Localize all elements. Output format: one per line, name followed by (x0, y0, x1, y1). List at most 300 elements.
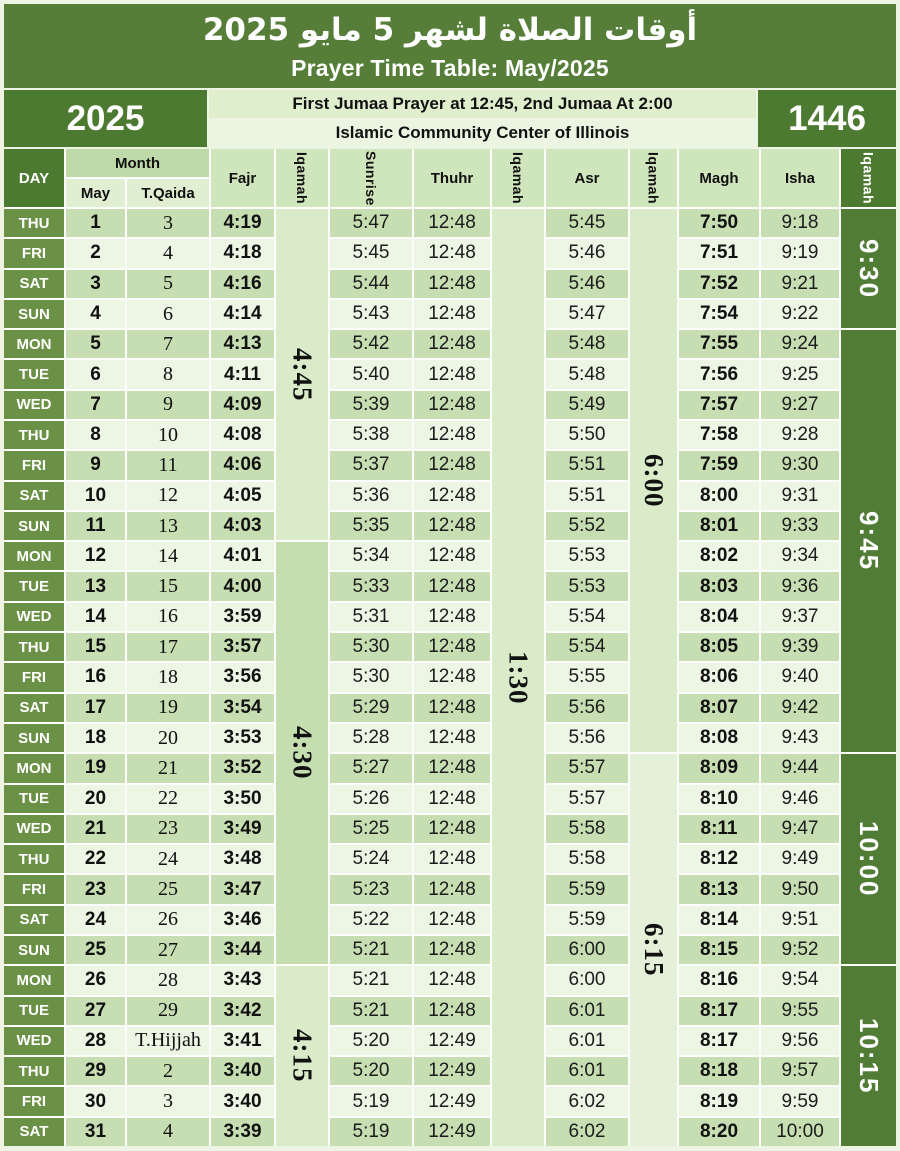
isha-cell: 9:31 (761, 482, 839, 510)
isha-cell: 9:27 (761, 391, 839, 419)
fajr-cell: 4:16 (211, 270, 274, 298)
thuhr-cell: 12:49 (414, 1087, 490, 1115)
may-cell: 22 (66, 845, 125, 873)
sunrise-cell: 5:39 (330, 391, 412, 419)
isha-cell: 9:59 (761, 1087, 839, 1115)
tqaida-cell: 3 (127, 1087, 209, 1115)
may-cell: 14 (66, 603, 125, 631)
may-cell: 1 (66, 209, 125, 237)
sunrise-cell: 5:21 (330, 997, 412, 1025)
day-cell: THU (4, 1057, 64, 1085)
thuhr-cell: 12:48 (414, 815, 490, 843)
tqaida-cell: 7 (127, 330, 209, 358)
asr-cell: 5:54 (546, 633, 628, 661)
may-cell: 10 (66, 482, 125, 510)
asr-cell: 5:57 (546, 754, 628, 782)
day-cell: TUE (4, 997, 64, 1025)
magh-cell: 8:17 (679, 1027, 759, 1055)
tqaida-cell: 13 (127, 512, 209, 540)
magh-cell: 8:08 (679, 724, 759, 752)
tqaida-cell: 14 (127, 542, 209, 570)
may-cell: 16 (66, 663, 125, 691)
tqaida-cell: 4 (127, 1118, 209, 1146)
fajr-cell: 4:08 (211, 421, 274, 449)
fajr-cell: 4:19 (211, 209, 274, 237)
may-cell: 23 (66, 875, 125, 903)
may-cell: 15 (66, 633, 125, 661)
magh-cell: 8:01 (679, 512, 759, 540)
asr-cell: 5:46 (546, 239, 628, 267)
sunrise-cell: 5:43 (330, 300, 412, 328)
thuhr-cell: 12:48 (414, 330, 490, 358)
tqaida-cell: 11 (127, 451, 209, 479)
isha-cell: 10:00 (761, 1118, 839, 1146)
sunrise-cell: 5:37 (330, 451, 412, 479)
thuhr-cell: 12:48 (414, 724, 490, 752)
may-cell: 26 (66, 966, 125, 994)
isha-cell: 9:28 (761, 421, 839, 449)
day-cell: SAT (4, 1118, 64, 1146)
may-cell: 21 (66, 815, 125, 843)
col-header-asr: Asr (546, 149, 628, 207)
day-cell: MON (4, 754, 64, 782)
isha-cell: 9:21 (761, 270, 839, 298)
isha-cell: 9:37 (761, 603, 839, 631)
asr-cell: 6:00 (546, 966, 628, 994)
magh-cell: 8:04 (679, 603, 759, 631)
tqaida-cell: 5 (127, 270, 209, 298)
fajr-cell: 3:54 (211, 694, 274, 722)
sunrise-cell: 5:38 (330, 421, 412, 449)
day-cell: SAT (4, 270, 64, 298)
asr-cell: 5:48 (546, 330, 628, 358)
sunrise-cell: 5:42 (330, 330, 412, 358)
col-header-fajr-iqamah: Iqamah (276, 149, 328, 207)
thuhr-cell: 12:48 (414, 663, 490, 691)
sunrise-cell: 5:40 (330, 360, 412, 388)
day-cell: THU (4, 845, 64, 873)
tqaida-cell: 21 (127, 754, 209, 782)
isha-iqamah-cell: 9:30 (841, 209, 896, 328)
may-cell: 27 (66, 997, 125, 1025)
fajr-cell: 3:57 (211, 633, 274, 661)
fajr-iqamah-cell: 4:45 (276, 209, 328, 540)
tqaida-cell: 20 (127, 724, 209, 752)
day-cell: SUN (4, 724, 64, 752)
sunrise-cell: 5:26 (330, 785, 412, 813)
asr-cell: 5:50 (546, 421, 628, 449)
asr-cell: 5:52 (546, 512, 628, 540)
sunrise-cell: 5:33 (330, 572, 412, 600)
col-header-day: DAY (4, 149, 64, 207)
thuhr-cell: 12:48 (414, 451, 490, 479)
thuhr-cell: 12:48 (414, 209, 490, 237)
thuhr-cell: 12:48 (414, 482, 490, 510)
thuhr-cell: 12:48 (414, 845, 490, 873)
fajr-cell: 3:40 (211, 1057, 274, 1085)
thuhr-cell: 12:48 (414, 239, 490, 267)
fajr-cell: 3:39 (211, 1118, 274, 1146)
asr-cell: 5:55 (546, 663, 628, 691)
tqaida-cell: 6 (127, 300, 209, 328)
sunrise-cell: 5:34 (330, 542, 412, 570)
magh-cell: 7:57 (679, 391, 759, 419)
magh-cell: 8:13 (679, 875, 759, 903)
asr-cell: 5:46 (546, 270, 628, 298)
col-header-magh: Magh (679, 149, 759, 207)
info-strips (209, 90, 756, 147)
tqaida-cell: 12 (127, 482, 209, 510)
magh-cell: 8:19 (679, 1087, 759, 1115)
asr-cell: 5:47 (546, 300, 628, 328)
may-cell: 6 (66, 360, 125, 388)
magh-cell: 8:17 (679, 997, 759, 1025)
tqaida-cell: 25 (127, 875, 209, 903)
may-cell: 13 (66, 572, 125, 600)
isha-cell: 9:54 (761, 966, 839, 994)
prayer-table (4, 149, 896, 1146)
may-cell: 29 (66, 1057, 125, 1085)
isha-cell: 9:30 (761, 451, 839, 479)
tqaida-cell: 3 (127, 209, 209, 237)
isha-cell: 9:57 (761, 1057, 839, 1085)
asr-cell: 6:02 (546, 1087, 628, 1115)
sunrise-cell: 5:31 (330, 603, 412, 631)
day-cell: MON (4, 330, 64, 358)
day-cell: TUE (4, 360, 64, 388)
asr-cell: 5:49 (546, 391, 628, 419)
col-header-isha: Isha (761, 149, 839, 207)
may-cell: 7 (66, 391, 125, 419)
isha-cell: 9:56 (761, 1027, 839, 1055)
magh-cell: 8:10 (679, 785, 759, 813)
thuhr-cell: 12:48 (414, 572, 490, 600)
col-header-thuhr-iqamah: Iqamah (492, 149, 544, 207)
asr-cell: 5:59 (546, 875, 628, 903)
hijri-year: 1446 (758, 90, 896, 147)
magh-cell: 7:54 (679, 300, 759, 328)
isha-cell: 9:51 (761, 906, 839, 934)
col-header-thuhr: Thuhr (414, 149, 490, 207)
may-cell: 30 (66, 1087, 125, 1115)
isha-cell: 9:44 (761, 754, 839, 782)
day-cell: FRI (4, 451, 64, 479)
magh-cell: 8:02 (679, 542, 759, 570)
may-cell: 19 (66, 754, 125, 782)
thuhr-cell: 12:49 (414, 1118, 490, 1146)
day-cell: SAT (4, 482, 64, 510)
tqaida-cell: 15 (127, 572, 209, 600)
magh-cell: 8:18 (679, 1057, 759, 1085)
magh-cell: 8:14 (679, 906, 759, 934)
day-cell: THU (4, 633, 64, 661)
day-cell: FRI (4, 663, 64, 691)
asr-cell: 6:01 (546, 997, 628, 1025)
thuhr-cell: 12:48 (414, 633, 490, 661)
sunrise-cell: 5:22 (330, 906, 412, 934)
thuhr-cell: 12:48 (414, 785, 490, 813)
thuhr-cell: 12:48 (414, 906, 490, 934)
fajr-cell: 4:06 (211, 451, 274, 479)
magh-cell: 7:58 (679, 421, 759, 449)
magh-cell: 8:12 (679, 845, 759, 873)
tqaida-cell: 27 (127, 936, 209, 964)
isha-cell: 9:55 (761, 997, 839, 1025)
isha-iqamah-cell: 10:00 (841, 754, 896, 964)
may-cell: 20 (66, 785, 125, 813)
asr-cell: 5:48 (546, 360, 628, 388)
asr-cell: 5:56 (546, 724, 628, 752)
isha-cell: 9:19 (761, 239, 839, 267)
thuhr-cell: 12:48 (414, 512, 490, 540)
sunrise-cell: 5:19 (330, 1118, 412, 1146)
fajr-cell: 3:43 (211, 966, 274, 994)
sunrise-cell: 5:45 (330, 239, 412, 267)
isha-cell: 9:43 (761, 724, 839, 752)
day-cell: SUN (4, 936, 64, 964)
may-cell: 9 (66, 451, 125, 479)
fajr-cell: 3:47 (211, 875, 274, 903)
sunrise-cell: 5:35 (330, 512, 412, 540)
asr-cell: 6:02 (546, 1118, 628, 1146)
isha-cell: 9:24 (761, 330, 839, 358)
isha-cell: 9:33 (761, 512, 839, 540)
isha-cell: 9:50 (761, 875, 839, 903)
tqaida-cell: 26 (127, 906, 209, 934)
asr-cell: 5:53 (546, 572, 628, 600)
thuhr-cell: 12:48 (414, 270, 490, 298)
may-cell: 3 (66, 270, 125, 298)
tqaida-cell: 29 (127, 997, 209, 1025)
thuhr-cell: 12:49 (414, 1027, 490, 1055)
thuhr-cell: 12:48 (414, 542, 490, 570)
thuhr-cell: 12:48 (414, 966, 490, 994)
title-banner (4, 4, 896, 88)
may-cell: 25 (66, 936, 125, 964)
tqaida-cell: 19 (127, 694, 209, 722)
may-cell: 5 (66, 330, 125, 358)
fajr-cell: 4:14 (211, 300, 274, 328)
isha-cell: 9:18 (761, 209, 839, 237)
day-cell: TUE (4, 785, 64, 813)
magh-cell: 8:06 (679, 663, 759, 691)
tqaida-cell: 10 (127, 421, 209, 449)
jumaa-info-line: First Jumaa Prayer at 12:45, 2nd Jumaa At 2:00 (209, 90, 756, 118)
asr-cell: 5:53 (546, 542, 628, 570)
magh-cell: 8:20 (679, 1118, 759, 1146)
isha-cell: 9:39 (761, 633, 839, 661)
isha-cell: 9:36 (761, 572, 839, 600)
thuhr-cell: 12:48 (414, 421, 490, 449)
asr-iqamah-cell: 6:15 (630, 754, 677, 1146)
may-cell: 28 (66, 1027, 125, 1055)
fajr-cell: 4:13 (211, 330, 274, 358)
isha-cell: 9:42 (761, 694, 839, 722)
magh-cell: 7:52 (679, 270, 759, 298)
day-cell: MON (4, 966, 64, 994)
sunrise-cell: 5:21 (330, 936, 412, 964)
sunrise-cell: 5:28 (330, 724, 412, 752)
sunrise-cell: 5:21 (330, 966, 412, 994)
arabic-title: أوقات الصلاة لشهر 5 مايو 2025 (202, 12, 698, 48)
tqaida-cell: 8 (127, 360, 209, 388)
fajr-cell: 4:01 (211, 542, 274, 570)
asr-cell: 6:01 (546, 1027, 628, 1055)
col-header-tqaida: T.Qaida (127, 179, 209, 207)
isha-cell: 9:46 (761, 785, 839, 813)
fajr-cell: 4:09 (211, 391, 274, 419)
fajr-cell: 3:49 (211, 815, 274, 843)
tqaida-cell: 24 (127, 845, 209, 873)
day-cell: MON (4, 542, 64, 570)
gregorian-year: 2025 (4, 90, 207, 147)
fajr-cell: 3:52 (211, 754, 274, 782)
sunrise-cell: 5:20 (330, 1057, 412, 1085)
asr-cell: 5:51 (546, 482, 628, 510)
day-cell: FRI (4, 239, 64, 267)
fajr-cell: 4:18 (211, 239, 274, 267)
thuhr-cell: 12:48 (414, 754, 490, 782)
may-cell: 11 (66, 512, 125, 540)
thuhr-cell: 12:48 (414, 360, 490, 388)
sunrise-cell: 5:47 (330, 209, 412, 237)
fajr-iqamah-cell: 4:30 (276, 542, 328, 964)
day-cell: FRI (4, 1087, 64, 1115)
thuhr-cell: 12:48 (414, 391, 490, 419)
may-cell: 17 (66, 694, 125, 722)
fajr-cell: 3:40 (211, 1087, 274, 1115)
asr-cell: 6:00 (546, 936, 628, 964)
magh-cell: 8:07 (679, 694, 759, 722)
col-header-month: Month (66, 149, 209, 177)
asr-cell: 5:45 (546, 209, 628, 237)
sunrise-cell: 5:24 (330, 845, 412, 873)
may-cell: 31 (66, 1118, 125, 1146)
magh-cell: 7:56 (679, 360, 759, 388)
isha-cell: 9:49 (761, 845, 839, 873)
isha-cell: 9:47 (761, 815, 839, 843)
asr-cell: 5:54 (546, 603, 628, 631)
fajr-cell: 3:44 (211, 936, 274, 964)
isha-cell: 9:34 (761, 542, 839, 570)
tqaida-cell: 28 (127, 966, 209, 994)
col-header-sunrise: Sunrise (330, 149, 412, 207)
sunrise-cell: 5:30 (330, 633, 412, 661)
day-cell: WED (4, 815, 64, 843)
thuhr-cell: 12:49 (414, 1057, 490, 1085)
magh-cell: 8:11 (679, 815, 759, 843)
magh-cell: 8:03 (679, 572, 759, 600)
magh-cell: 8:15 (679, 936, 759, 964)
tqaida-cell: 22 (127, 785, 209, 813)
col-header-isha-iqamah: Iqamah (841, 149, 896, 207)
may-cell: 2 (66, 239, 125, 267)
day-cell: TUE (4, 572, 64, 600)
fajr-cell: 3:46 (211, 906, 274, 934)
fajr-cell: 4:00 (211, 572, 274, 600)
day-cell: THU (4, 421, 64, 449)
may-cell: 18 (66, 724, 125, 752)
may-cell: 24 (66, 906, 125, 934)
tqaida-cell: 16 (127, 603, 209, 631)
asr-cell: 5:51 (546, 451, 628, 479)
organization-name: Islamic Community Center of Illinois (209, 120, 756, 148)
sunrise-cell: 5:19 (330, 1087, 412, 1115)
thuhr-cell: 12:48 (414, 936, 490, 964)
isha-iqamah-cell: 10:15 (841, 966, 896, 1146)
tqaida-cell: 18 (127, 663, 209, 691)
asr-cell: 5:58 (546, 845, 628, 873)
fajr-cell: 4:05 (211, 482, 274, 510)
may-cell: 4 (66, 300, 125, 328)
thuhr-cell: 12:48 (414, 603, 490, 631)
fajr-cell: 3:42 (211, 997, 274, 1025)
tqaida-cell: 23 (127, 815, 209, 843)
fajr-cell: 3:48 (211, 845, 274, 873)
fajr-cell: 4:11 (211, 360, 274, 388)
isha-cell: 9:25 (761, 360, 839, 388)
day-cell: SUN (4, 300, 64, 328)
sunrise-cell: 5:20 (330, 1027, 412, 1055)
magh-cell: 7:55 (679, 330, 759, 358)
fajr-cell: 4:03 (211, 512, 274, 540)
col-header-fajr: Fajr (211, 149, 274, 207)
isha-cell: 9:22 (761, 300, 839, 328)
day-cell: FRI (4, 875, 64, 903)
tqaida-cell: T.Hijjah (127, 1027, 209, 1055)
sunrise-cell: 5:23 (330, 875, 412, 903)
day-cell: SUN (4, 512, 64, 540)
fajr-cell: 3:41 (211, 1027, 274, 1055)
year-info-band (4, 90, 896, 147)
thuhr-iqamah-cell: 1:30 (492, 209, 544, 1146)
magh-cell: 7:51 (679, 239, 759, 267)
english-title: Prayer Time Table: May/2025 (291, 55, 609, 81)
fajr-cell: 3:59 (211, 603, 274, 631)
fajr-iqamah-cell: 4:15 (276, 966, 328, 1146)
asr-cell: 5:58 (546, 815, 628, 843)
isha-cell: 9:40 (761, 663, 839, 691)
magh-cell: 7:59 (679, 451, 759, 479)
asr-cell: 6:01 (546, 1057, 628, 1085)
magh-cell: 8:16 (679, 966, 759, 994)
asr-cell: 5:59 (546, 906, 628, 934)
may-cell: 8 (66, 421, 125, 449)
col-header-asr-iqamah: Iqamah (630, 149, 677, 207)
thuhr-cell: 12:48 (414, 875, 490, 903)
thuhr-cell: 12:48 (414, 997, 490, 1025)
day-cell: SAT (4, 694, 64, 722)
sunrise-cell: 5:27 (330, 754, 412, 782)
day-cell: WED (4, 1027, 64, 1055)
day-cell: WED (4, 603, 64, 631)
tqaida-cell: 2 (127, 1057, 209, 1085)
magh-cell: 8:09 (679, 754, 759, 782)
magh-cell: 8:00 (679, 482, 759, 510)
asr-cell: 5:56 (546, 694, 628, 722)
sunrise-cell: 5:36 (330, 482, 412, 510)
tqaida-cell: 9 (127, 391, 209, 419)
sunrise-cell: 5:29 (330, 694, 412, 722)
asr-cell: 5:57 (546, 785, 628, 813)
thuhr-cell: 12:48 (414, 300, 490, 328)
day-cell: SAT (4, 906, 64, 934)
asr-iqamah-cell: 6:00 (630, 209, 677, 752)
fajr-cell: 3:56 (211, 663, 274, 691)
thuhr-cell: 12:48 (414, 694, 490, 722)
magh-cell: 8:05 (679, 633, 759, 661)
fajr-cell: 3:50 (211, 785, 274, 813)
